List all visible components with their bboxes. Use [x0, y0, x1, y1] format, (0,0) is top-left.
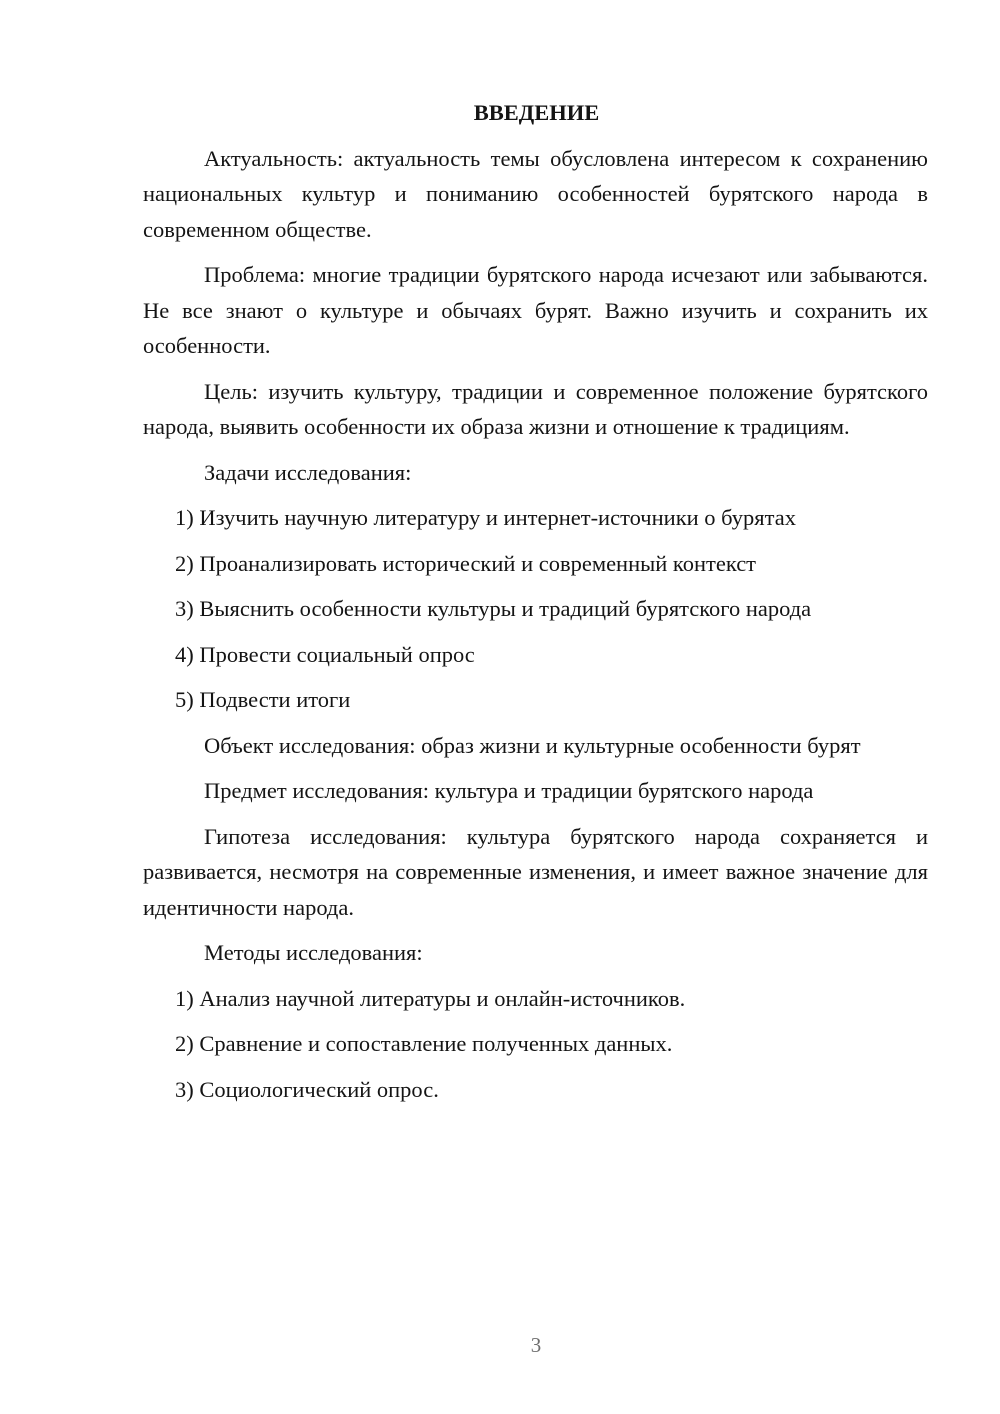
goal-paragraph: Цель: изучить культуру, традиции и современное положение бурятского народа, выявить особенности их образа жизни и отношение к традициям.: [143, 378, 928, 439]
task-item: 2) Проанализировать исторический и современный контекст: [175, 550, 757, 576]
method-item: 3) Социологический опрос.: [175, 1076, 439, 1102]
task-item: 5) Подвести итоги: [175, 687, 351, 712]
task-item: 4) Провести социальный опрос: [175, 641, 475, 667]
relevance-paragraph: Актуальность: актуальность темы обусловлена интересом к сохранению национальных культур и пониманию особенностей бурятского народа в современном обществе.: [143, 145, 928, 242]
section-title: ВВЕДЕНИЕ: [473, 100, 600, 125]
methods-list: [143, 981, 928, 1108]
methods-heading: Методы исследования:: [204, 940, 423, 965]
tasks-heading: Задачи исследования:: [204, 459, 412, 485]
problem-paragraph: Проблема: многие традиции бурятского народа исчезают или забываются. Не все знают о культуре и обычаях бурят. Важно изучить и сохранить их особенности.: [143, 262, 928, 358]
page-content: [143, 95, 928, 1117]
object-paragraph: Объект исследования: образ жизни и культурные особенности бурят: [204, 732, 861, 758]
page-number: 3: [530, 1333, 542, 1357]
method-item: 1) Анализ научной литературы и онлайн-источников.: [175, 985, 686, 1011]
task-item: 1) Изучить научную литературу и интернет-источники о бурятах: [175, 505, 796, 530]
method-item: 2) Сравнение и сопоставление полученных данных.: [175, 1031, 673, 1056]
tasks-list: [143, 500, 928, 718]
hypothesis-paragraph: Гипотеза исследования: культура бурятского народа сохраняется и развивается, несмотря на современные изменения, и имеет важное значение для идентичности народа.: [143, 823, 928, 920]
task-item: 3) Выяснить особенности культуры и традиций бурятского народа: [175, 596, 812, 621]
subject-paragraph: Предмет исследования: культура и традиции бурятского народа: [204, 778, 814, 803]
